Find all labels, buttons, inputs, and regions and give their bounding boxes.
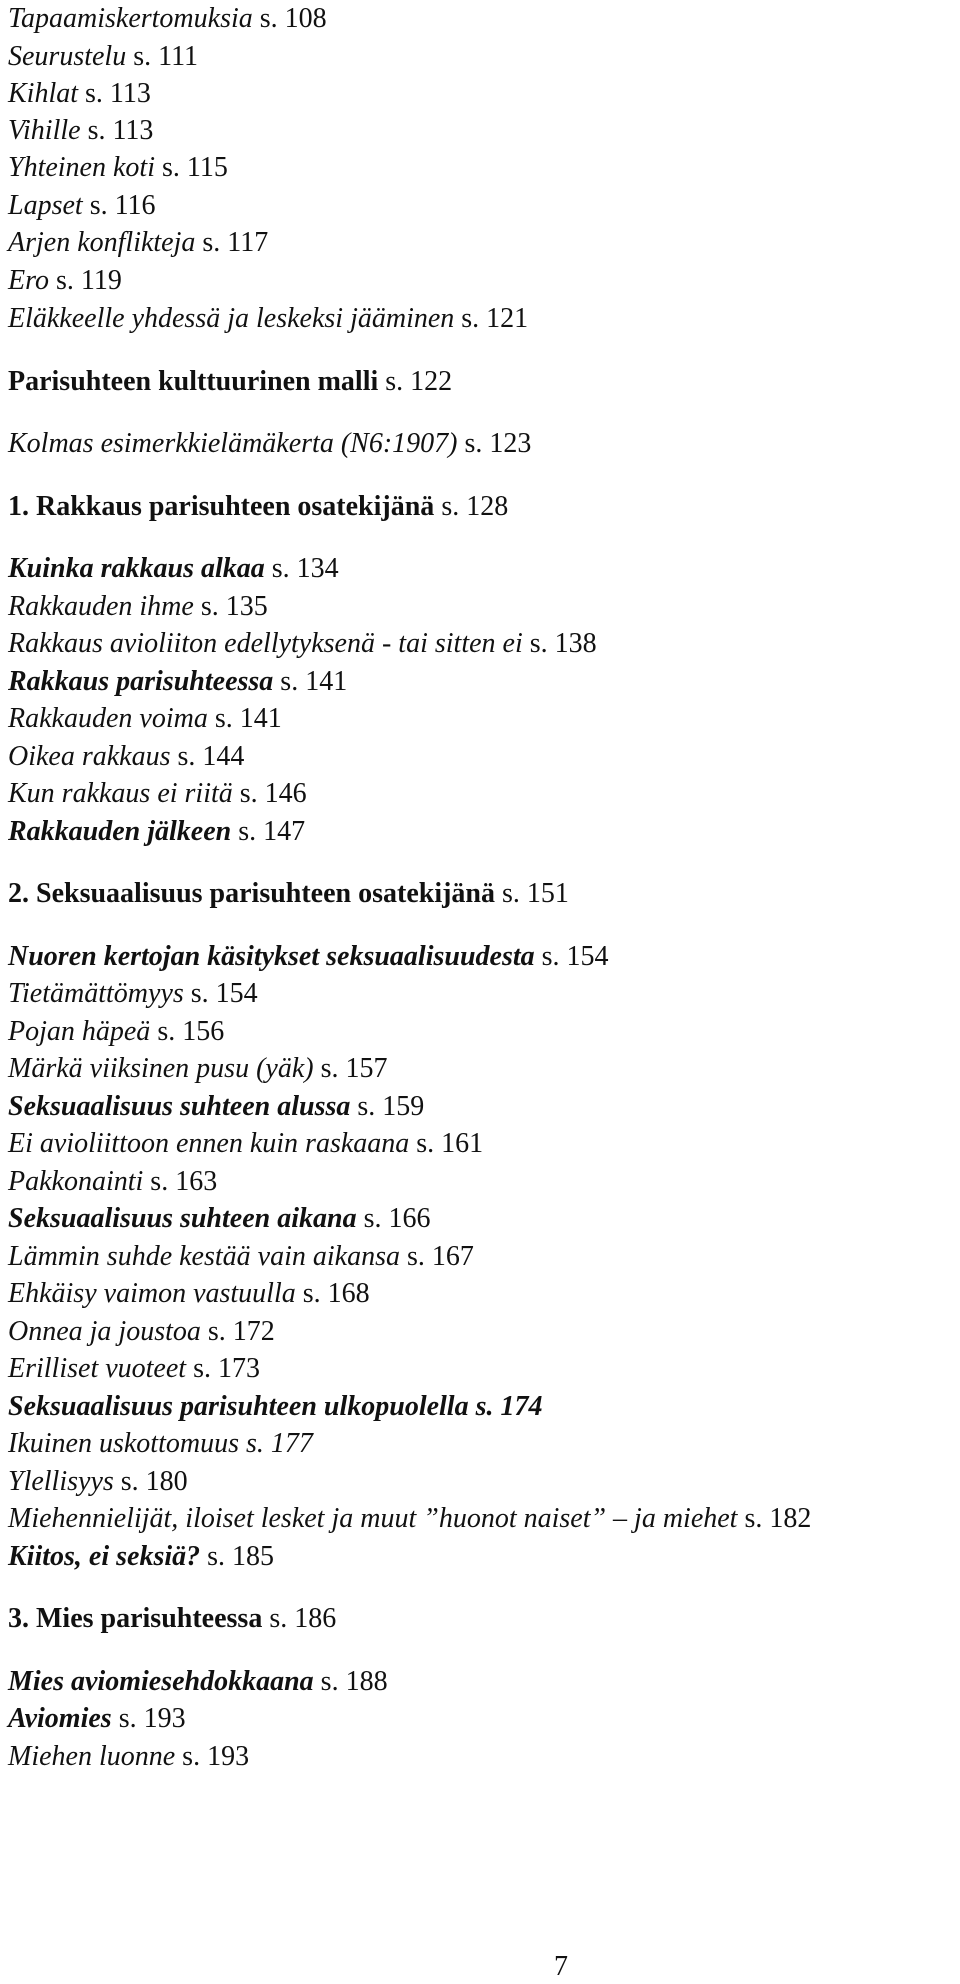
toc-entry-page: s. 108 bbox=[259, 3, 327, 34]
toc-entry-title: 3. Mies parisuhteessa bbox=[8, 1603, 263, 1634]
toc-entry bbox=[8, 1663, 388, 1701]
toc-entry bbox=[8, 625, 597, 663]
toc-entry bbox=[8, 363, 452, 401]
toc-entry-page: s. 111 bbox=[133, 41, 199, 72]
toc-entry-page: s. 167 bbox=[406, 1241, 474, 1272]
toc-entry-page: s. 119 bbox=[55, 265, 122, 296]
toc-entry-title: Yhteinen koti bbox=[8, 152, 155, 183]
toc-entry bbox=[8, 149, 228, 187]
toc-entry-page: s. 193 bbox=[182, 1741, 250, 1772]
toc-entry-title: Kiitos, ei seksiä? bbox=[8, 1541, 201, 1572]
toc-entry-page: s. 113 bbox=[87, 115, 154, 146]
toc-entry bbox=[8, 813, 305, 851]
toc-entry-page: s. 151 bbox=[502, 878, 569, 909]
toc-entry-title: Nuoren kertojan käsitykset seksuaalisuudesta bbox=[8, 941, 535, 972]
toc-entry bbox=[8, 1538, 274, 1576]
toc-entry bbox=[8, 1738, 249, 1776]
toc-entry-title: Ero bbox=[8, 265, 49, 296]
toc-entry-page: s. 172 bbox=[207, 1316, 275, 1347]
toc-entry-page: s. 193 bbox=[118, 1703, 186, 1734]
toc-entry-title: Lapset bbox=[8, 190, 83, 221]
toc-entry-title: Märkä viiksinen pusu (yäk) bbox=[8, 1053, 314, 1084]
toc-entry-page: s. 161 bbox=[416, 1128, 484, 1159]
toc-entry-page: s. 166 bbox=[363, 1203, 431, 1234]
toc-entry-title: Seksuaalisuus suhteen aikana bbox=[8, 1203, 357, 1234]
toc-entry bbox=[8, 775, 307, 813]
toc-entry-title: Ylellisyys bbox=[8, 1466, 114, 1497]
toc-entry-title: Kolmas esimerkkielämäkerta (N6:1907) bbox=[8, 428, 458, 459]
toc-entry bbox=[8, 1125, 483, 1163]
toc-entry-title: Seksuaalisuus parisuhteen ulkopuolella s. 174 bbox=[8, 1391, 543, 1422]
toc-entry-page: s. 173 bbox=[193, 1353, 260, 1384]
toc-entry bbox=[8, 425, 531, 463]
toc-entry-title: Onnea ja joustoa bbox=[8, 1316, 201, 1347]
toc-entry bbox=[8, 75, 151, 113]
toc-entry bbox=[8, 0, 327, 38]
toc-entry-page: s. 134 bbox=[271, 553, 339, 584]
toc-entry-title: Arjen konflikteja bbox=[8, 227, 196, 258]
toc-entry bbox=[8, 187, 156, 225]
toc-entry-title: Ei avioliittoon ennen kuin raskaana bbox=[8, 1128, 410, 1159]
toc-entry-page: s. 180 bbox=[120, 1466, 188, 1497]
toc-entry-title: Vihille bbox=[8, 115, 81, 146]
toc-entry bbox=[8, 875, 569, 913]
toc-entry bbox=[8, 1463, 188, 1501]
toc-entry bbox=[8, 224, 268, 262]
toc-entry bbox=[8, 1425, 313, 1463]
toc-entry-page: s. 168 bbox=[302, 1278, 370, 1309]
toc-entry-page: s. 163 bbox=[150, 1166, 218, 1197]
toc-entry-page: s. 186 bbox=[269, 1603, 337, 1634]
toc-entry-title: Parisuhteen kulttuurinen malli bbox=[8, 366, 379, 397]
toc-entry bbox=[8, 1013, 224, 1051]
toc-entry-page: s. 123 bbox=[464, 428, 532, 459]
toc-entry-title: Kuinka rakkaus alkaa bbox=[8, 553, 265, 584]
toc-entry-page: s. 117 bbox=[202, 227, 269, 258]
toc-entry-page: s. 154 bbox=[541, 941, 609, 972]
toc-entry bbox=[8, 1500, 811, 1538]
toc-entry bbox=[8, 588, 268, 626]
toc-entry-title: Kun rakkaus ei riitä bbox=[8, 778, 233, 809]
toc-entry-title: Miehen luonne bbox=[8, 1741, 176, 1772]
toc-entry bbox=[8, 1200, 430, 1238]
toc-entry bbox=[8, 1050, 387, 1088]
toc-entry bbox=[8, 738, 244, 776]
toc-entry bbox=[8, 1313, 275, 1351]
toc-entry-title: Ikuinen uskottomuus s. 177 bbox=[8, 1428, 313, 1459]
toc-entry-title: Erilliset vuoteet bbox=[8, 1353, 187, 1384]
page-number: 7 bbox=[554, 1951, 568, 1982]
toc-entry bbox=[8, 1238, 474, 1276]
toc-entry-page: s. 135 bbox=[200, 591, 268, 622]
toc-entry-page: s. 144 bbox=[177, 741, 245, 772]
toc-entry-title: Lämmin suhde kestää vain aikansa bbox=[8, 1241, 400, 1272]
toc-entry-title: Rakkaus parisuhteessa bbox=[8, 666, 274, 697]
toc-entry bbox=[8, 1600, 336, 1638]
toc-entry-title: Tapaamiskertomuksia bbox=[8, 3, 253, 34]
toc-entry-page: s. 154 bbox=[190, 978, 258, 1009]
toc-entry-page: s. 121 bbox=[461, 303, 529, 334]
toc-entry-page: s. 122 bbox=[385, 366, 453, 397]
toc-entry-title: Pojan häpeä bbox=[8, 1016, 151, 1047]
toc-entry bbox=[8, 262, 122, 300]
toc-entry-page: s. 185 bbox=[207, 1541, 275, 1572]
toc-entry bbox=[8, 1350, 260, 1388]
toc-entry-title: Rakkauden jälkeen bbox=[8, 816, 232, 847]
toc-entry-title: Oikea rakkaus bbox=[8, 741, 171, 772]
toc-entry-page: s. 146 bbox=[239, 778, 307, 809]
toc-entry-title: Ehkäisy vaimon vastuulla bbox=[8, 1278, 296, 1309]
toc-entry bbox=[8, 300, 528, 338]
toc-entry-title: Eläkkeelle yhdessä ja leskeksi jääminen bbox=[8, 303, 455, 334]
toc-entry-page: s. 147 bbox=[238, 816, 306, 847]
toc-entry-title: Seksuaalisuus suhteen alussa bbox=[8, 1091, 351, 1122]
toc-entry-title: Pakkonainti bbox=[8, 1166, 144, 1197]
toc-entry-title: Seurustelu bbox=[8, 41, 127, 72]
toc-entry bbox=[8, 663, 347, 701]
toc-entry-page: s. 113 bbox=[85, 78, 151, 109]
toc-entry bbox=[8, 1163, 217, 1201]
toc-entry-page: s. 157 bbox=[320, 1053, 388, 1084]
toc-entry-title: Rakkauden ihme bbox=[8, 591, 194, 622]
toc-entry-title: Mies aviomiesehdokkaana bbox=[8, 1666, 314, 1697]
toc-entry-title: Rakkauden voima bbox=[8, 703, 208, 734]
toc-entry bbox=[8, 975, 258, 1013]
toc-entry-title: Aviomies bbox=[8, 1703, 112, 1734]
toc-entry-page: s. 141 bbox=[280, 666, 348, 697]
toc-entry bbox=[8, 488, 508, 526]
toc-entry-title: 2. Seksuaalisuus parisuhteen osatekijänä bbox=[8, 878, 496, 909]
toc-entry-page: s. 128 bbox=[441, 491, 509, 522]
toc-entry-page: s. 116 bbox=[89, 190, 156, 221]
toc-entry-page: s. 141 bbox=[214, 703, 282, 734]
toc-entry-page: s. 115 bbox=[161, 152, 228, 183]
toc-entry bbox=[8, 1275, 370, 1313]
toc-entry bbox=[8, 938, 609, 976]
toc-entry bbox=[8, 1700, 186, 1738]
toc-entry bbox=[8, 550, 339, 588]
toc-entry-title: 1. Rakkaus parisuhteen osatekijänä bbox=[8, 491, 435, 522]
toc-entry-title: Kihlat bbox=[8, 78, 79, 109]
toc-entry-page: s. 188 bbox=[320, 1666, 388, 1697]
toc-entry-title: Miehennielijät, iloiset lesket ja muut ”huonot naiset” – ja miehet bbox=[8, 1503, 738, 1534]
toc-entry bbox=[8, 700, 282, 738]
toc-entry-page: s. 182 bbox=[744, 1503, 812, 1534]
toc-entry-page: s. 138 bbox=[529, 628, 597, 659]
toc-entry-title: Tietämättömyys bbox=[8, 978, 184, 1009]
toc-entry bbox=[8, 1088, 424, 1126]
toc-entry-title: Rakkaus avioliiton edellytyksenä - tai sitten ei bbox=[8, 628, 523, 659]
toc-entry-page: s. 159 bbox=[357, 1091, 425, 1122]
toc-entry bbox=[8, 38, 198, 76]
toc-entry bbox=[8, 112, 153, 150]
toc-entry-page: s. 156 bbox=[157, 1016, 225, 1047]
toc-entry bbox=[8, 1388, 542, 1426]
